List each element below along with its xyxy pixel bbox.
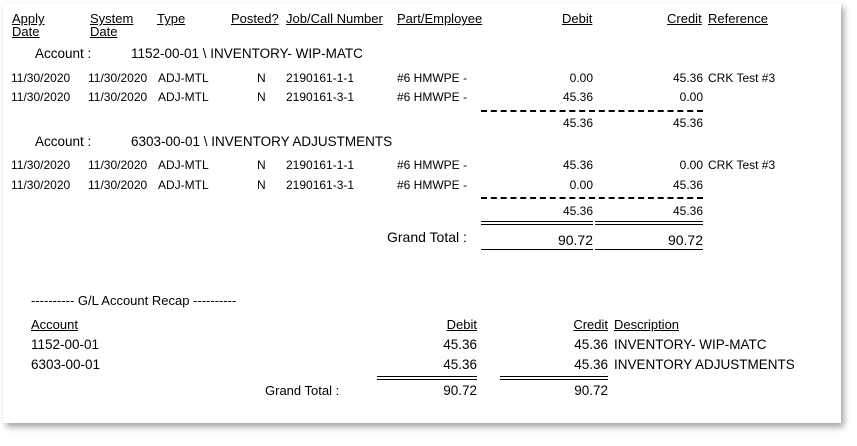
subtotal-divider	[481, 197, 703, 199]
apply-date: 11/30/2020	[11, 90, 71, 104]
reference: CRK Test #3	[708, 71, 776, 85]
recap-header-debit: Debit	[446, 317, 477, 332]
debit: 0.00	[569, 178, 593, 192]
grand-total-debit: 90.72	[557, 232, 593, 248]
recap-description: INVENTORY ADJUSTMENTS	[614, 357, 795, 372]
debit: 0.00	[569, 71, 593, 85]
grand-total-bottom-rule	[481, 249, 593, 250]
type: ADJ-MTL	[158, 90, 209, 104]
header-job-call-number: Job/Call Number	[286, 11, 383, 26]
type: ADJ-MTL	[158, 71, 209, 85]
part-employee: #6 HMWPE -	[397, 71, 468, 85]
recap-total-rule	[500, 376, 608, 380]
reference: CRK Test #3	[708, 158, 776, 172]
apply-date: 11/30/2020	[11, 158, 71, 172]
job-number: 2190161-1-1	[286, 71, 355, 85]
recap-grand-total-debit: 90.72	[443, 383, 477, 398]
recap-account: 1152-00-01	[31, 337, 100, 352]
debit: 45.36	[562, 158, 593, 172]
report-page	[3, 3, 841, 423]
debit: 45.36	[562, 90, 593, 104]
header-apply-date: Apply	[12, 11, 45, 26]
grand-total-top-rule	[481, 221, 593, 225]
recap-debit: 45.36	[443, 337, 477, 352]
credit: 0.00	[679, 90, 703, 104]
grand-total-label: Grand Total :	[387, 229, 467, 245]
credit: 45.36	[672, 71, 703, 85]
account-label: Account :	[35, 46, 92, 61]
system-date: 11/30/2020	[88, 178, 148, 192]
part-employee: #6 HMWPE -	[397, 178, 468, 192]
part-employee: #6 HMWPE -	[397, 158, 468, 172]
job-number: 2190161-1-1	[286, 158, 355, 172]
credit: 45.36	[672, 178, 703, 192]
job-number: 2190161-3-1	[286, 90, 355, 104]
recap-header-credit: Credit	[573, 317, 608, 332]
system-date: 11/30/2020	[88, 90, 148, 104]
credit: 0.00	[679, 158, 703, 172]
grand-total-credit: 90.72	[667, 232, 703, 248]
account-title: 6303-00-01 \ INVENTORY ADJUSTMENTS	[131, 134, 393, 149]
subtotal-credit: 45.36	[672, 204, 703, 218]
recap-account: 6303-00-01	[31, 357, 101, 372]
grand-total-top-rule	[595, 221, 703, 225]
part-employee: #6 HMWPE -	[397, 90, 468, 104]
recap-credit: 45.36	[574, 337, 608, 352]
recap-credit: 45.36	[574, 357, 608, 372]
apply-date: 11/30/2020	[11, 71, 71, 85]
header-system-date-2: Date	[90, 24, 118, 39]
header-posted: Posted?	[231, 11, 279, 26]
recap-title: ---------- G/L Account Recap ----------	[31, 293, 237, 308]
subtotal-divider	[481, 110, 703, 112]
header-system-date: System	[90, 11, 134, 26]
grand-total-bottom-rule	[595, 249, 703, 250]
account-title: 1152-00-01 \ INVENTORY- WIP-MATC	[131, 46, 363, 61]
header-reference: Reference	[708, 11, 768, 26]
recap-header-account: Account	[31, 317, 78, 332]
subtotal-debit: 45.36	[562, 116, 593, 130]
recap-total-rule	[377, 376, 477, 380]
apply-date: 11/30/2020	[11, 178, 71, 192]
system-date: 11/30/2020	[88, 158, 148, 172]
job-number: 2190161-3-1	[286, 178, 355, 192]
recap-debit: 45.36	[443, 357, 477, 372]
header-credit: Credit	[667, 11, 702, 26]
recap-header-description: Description	[614, 317, 680, 332]
type: ADJ-MTL	[158, 178, 209, 192]
recap-description: INVENTORY- WIP-MATC	[614, 337, 767, 352]
posted: N	[257, 178, 266, 192]
recap-grand-total-label: Grand Total :	[265, 383, 340, 398]
type: ADJ-MTL	[158, 158, 209, 172]
subtotal-credit: 45.36	[672, 116, 703, 130]
posted: N	[257, 71, 266, 85]
header-apply-date-2: Date	[12, 24, 40, 39]
header-type: Type	[157, 11, 186, 26]
system-date: 11/30/2020	[88, 71, 148, 85]
posted: N	[257, 90, 266, 104]
header-part-employee: Part/Employee	[397, 11, 483, 26]
header-debit: Debit	[562, 11, 593, 26]
recap-grand-total-credit: 90.72	[574, 383, 608, 398]
account-label: Account :	[35, 134, 92, 149]
posted: N	[257, 158, 266, 172]
subtotal-debit: 45.36	[562, 204, 593, 218]
